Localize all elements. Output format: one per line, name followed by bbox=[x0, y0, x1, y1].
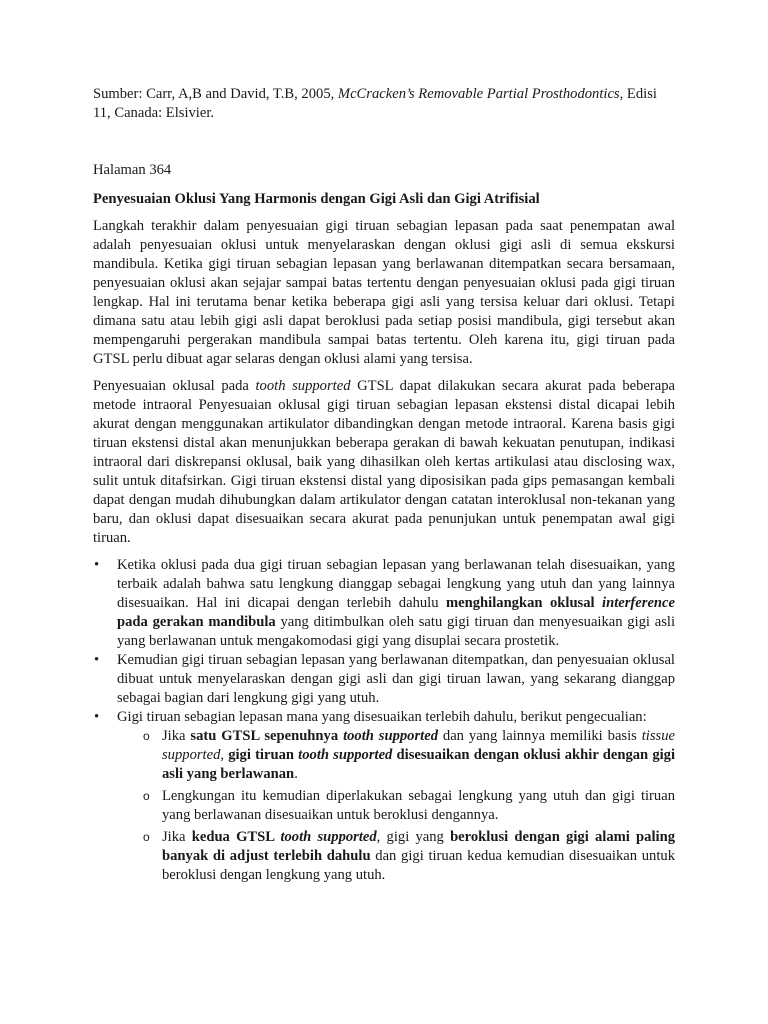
source-citation bbox=[93, 85, 675, 123]
bullet-2-text: Kemudian gigi tiruan sebagian lepasan yang berlawanan ditempatkan, dan penyesuaian oklusal dibuat untuk menyelaraskan dengan gigi asli dan gigi tiruan lawan, yang sekarang dianggap sebagai bagian dari lengkung gigi yang utuh. bbox=[117, 652, 675, 706]
sub-1-bold-a: satu GTSL sepenuhnya bbox=[190, 728, 344, 744]
bullet-1-bold-italic: interference bbox=[602, 595, 675, 611]
sub-1-bold-c: disesuaikan dengan oklusi akhir dengan gigi asli yang berlawanan bbox=[162, 747, 676, 782]
bullet-1-bold-b: pada gerakan mandibula bbox=[117, 614, 276, 630]
bullet-item-1 bbox=[93, 556, 675, 651]
sub-1-text-d: . bbox=[294, 766, 298, 782]
source-suffix: , Edisi 11, Canada: Elsivier. bbox=[93, 86, 657, 121]
bullet-1-text-b: yang ditimbulkan oleh satu gigi tiruan dan menyesuaikan gigi asli yang berlawanan untuk mengakomodasi gigi yang disuplai secara prostetik. bbox=[117, 614, 676, 649]
sub-1-text-c: , bbox=[220, 747, 229, 763]
sub-1-bold-b: gigi tiruan bbox=[228, 747, 299, 763]
sub-3-text-c: dan gigi tiruan kedua kemudian disesuaikan untuk beroklusi dengan lengkung yang utuh. bbox=[162, 848, 675, 883]
sub-3-bold-b: beroklusi dengan gigi alami paling banyak di adjust terlebih dahulu bbox=[162, 829, 675, 864]
sub-3-text-b: , gigi yang bbox=[376, 829, 451, 845]
source-prefix: Sumber: Carr, A,B and David, T.B, 2005, bbox=[93, 86, 338, 102]
sub-item-3 bbox=[117, 828, 675, 885]
sub-1-bold-italic-b: tooth supported bbox=[298, 747, 393, 763]
section-heading: Penyesuaian Oklusi Yang Harmonis dengan Gigi Asli dan Gigi Atrifisial bbox=[93, 191, 540, 207]
sub-1-italic: tissue supported bbox=[162, 728, 675, 763]
sub-1-text-a: Jika bbox=[162, 728, 191, 744]
sub-2-text: Lengkungan itu kemudian diperlakukan sebagai lengkung yang utuh dan gigi tiruan yang berlawanan disesuaikan untuk beroklusi dengannya. bbox=[162, 788, 675, 823]
paragraph-2-italic: tooth supported bbox=[255, 378, 351, 394]
paragraph-2-text-b: GTSL dapat dilakukan secara akurat pada beberapa metode intraoral Penyesuaian oklusal gigi tiruan sebagian lepasan ekstensi distal dicapai lebih akurat dengan menggunakan artikulator dibandingkan dengan metode intraoral. Karena basis gigi tiruan ekstensi distal akan menunjukkan beberapa gerakan di bawah kekuatan penutupan, indikasi intraoral dari diskrepansi oklusal, baik yang dihasilkan oleh kertas artikulasi atau disclosing wax, sulit untuk ditafsirkan. Gigi tiruan ekstensi distal yang diposisikan pada gips pemasangan kembali dapat dengan mudah dihubungkan dalam artikulator dengan catatan interoklusal non-tekanan yang baru, dan oklusi dapat disesuaikan secara akurat pada penunjukan untuk penempatan awal gigi tiruan. bbox=[93, 378, 675, 546]
page-label: Halaman 364 bbox=[93, 162, 172, 178]
sub-3-bold-a: kedua GTSL bbox=[191, 829, 281, 845]
bullet-item-2 bbox=[93, 651, 675, 708]
bullet-item-3 bbox=[93, 708, 675, 885]
bullet-3-text: Gigi tiruan sebagian lepasan mana yang disesuaikan terlebih dahulu, berikut pengecualian: bbox=[117, 709, 647, 725]
sub-3-bold-italic: tooth supported bbox=[280, 829, 377, 845]
bullet-list bbox=[93, 556, 675, 885]
paragraph-2-text-a: Penyesuaian oklusal pada bbox=[93, 378, 256, 394]
sub-3-text-a: Jika bbox=[162, 829, 192, 845]
bullet-1-bold-a: menghilangkan oklusal bbox=[446, 595, 603, 611]
sub-1-text-b: dan yang lainnya memiliki basis bbox=[438, 728, 642, 744]
paragraph-2 bbox=[93, 377, 675, 548]
sub-1-bold-italic-a: tooth supported bbox=[343, 728, 438, 744]
sub-item-1 bbox=[117, 727, 675, 784]
paragraph-1: Langkah terakhir dalam penyesuaian gigi tiruan sebagian lepasan pada saat penempatan awal adalah penyesuaian oklusi untuk menyelaraskan dengan oklusi gigi asli di semua ekskursi mandibula. Ketika gigi tiruan sebagian lepasan yang berlawanan ditempatkan secara bersamaan, penyesuaian oklusi akan sejajar sampai batas tertentu dengan penyesuaian oklusi pada gigi tiruan lengkap. Hal ini terutama benar ketika beberapa gigi asli yang tersisa keluar dari oklusi. Tetapi dimana satu atau lebih gigi asli dapat beroklusi pada setiap posisi mandibula, gigi tersebut akan mempengaruhi pergerakan mandibula sampai batas tertentu. Oleh karena itu, gigi tiruan pada GTSL perlu dibuat agar selaras dengan oklusi alami yang tersisa. bbox=[93, 218, 675, 367]
sub-item-2 bbox=[117, 787, 675, 825]
sub-list bbox=[117, 727, 675, 885]
bullet-1-text-a: Ketika oklusi pada dua gigi tiruan sebagian lepasan yang berlawanan telah disesuaikan, yang terbaik adalah bahwa satu lengkung dianggap sebagai lengkung yang utuh dan yang lainnya disesuaikan. Hal ini dicapai dengan terlebih dahulu bbox=[117, 557, 675, 611]
source-book-title: McCracken’s Removable Partial Prosthodontics bbox=[337, 86, 620, 102]
